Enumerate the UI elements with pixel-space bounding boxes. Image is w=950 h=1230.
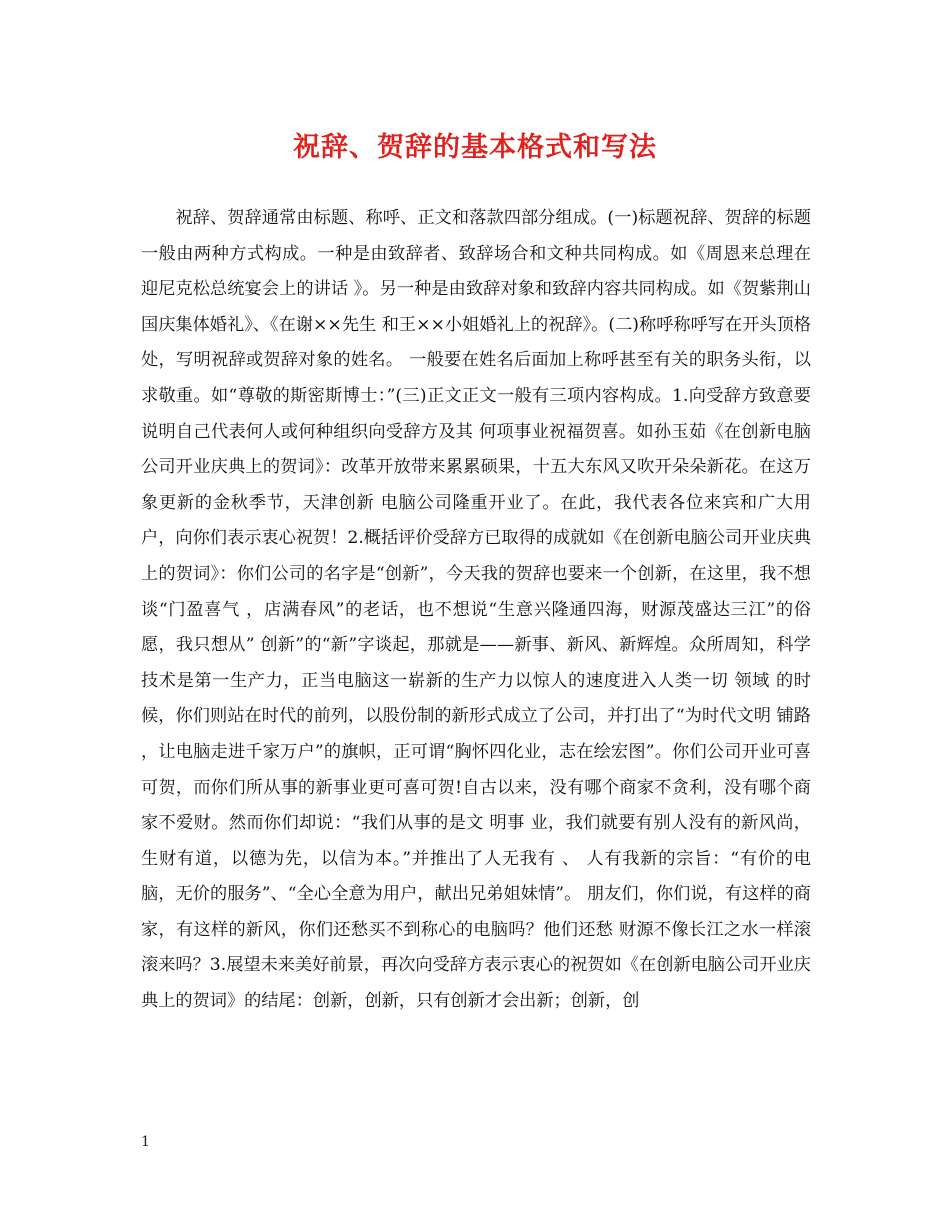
page-title: 祝辞、贺辞的基本格式和写法	[293, 132, 657, 163]
page-number: 1	[141, 1134, 150, 1150]
body-paragraph: 祝辞、贺辞通常由标题、称呼、正文和落款四部分组成。(一)标题祝辞、贺辞的标题一般由两种方式构成。一种是由致辞者、致辞场合和文种共同构成。如《周恩来总理在迎尼克松总统宴会上的讲话 》。另一种是由致辞对象和致辞内容共同构成。如《贺紫荆山国庆集体婚礼》、《在谢××先生 和王××小姐婚礼上的祝辞》。(二)称呼称呼写在开头顶格处，写明祝辞或贺辞对象的姓名。 一般要在姓名后面加上称呼甚至有关的职务头衔，以求敬重。如“尊敬的斯密斯博士：”(三)正文正文一般有三项内容构成。1.向受辞方致意要说明自己代表何人或何种组织向受辞方及其 何项事业祝福贺喜。如孙玉茹《在创新电脑公司开业庆典上的贺词》：改革开放带来累累硕果，十五大东风又吹开朵朵新花。在这万象更新的金秋季节，天津创新 电脑公司隆重开业了。在此，我代表各位来宾和广大用户，向你们表示衷心祝贺！2.概括评价受辞方已取得的成就如《在创新电脑公司开业庆典上的贺词》：你们公司的名字是“创新”，今天我的贺辞也要来一个创新，在这里，我不想谈“门盈喜气 ，店满春风”的老话，也不想说“生意兴隆通四海，财源茂盛达三江”的俗愿，我只想从” 创新”的“新”字谈起，那就是——新事、新风、新辉煌。众所周知，科学技术是第一生产力，正当电脑这一崭新的生产力以惊人的速度进入人类一切 领域 的时候，你们则站在时代的前列，以股份制的新形式成立了公司，并打出了“为时代文明 铺路 ，让电脑走进千家万户”的旗帜，正可谓“胸怀四化业，志在绘宏图”。你们公司开业可喜 可贺，而你们所从事的新事业更可喜可贺!自古以来，没有哪个商家不贪利，没有哪个商家不爱财。然而你们却说：“我们从事的是文 明事 业，我们就要有别人没有的新风尚，生财有道，以德为先，以信为本。”并推出了人无我有 、 人有我新的宗旨：“有价的电脑，无价的服务”、“全心全意为用户，献出兄弟姐妹情”。 朋友们，你们说，有这样的商家，有这样的新风，你们还愁买不到称心的电脑吗？他们还愁 财源不像长江之水一样滚滚来吗？3.展望未来美好前景，再次向受辞方表示衷心的祝贺如《在创新电脑公司开业庆典上的贺词》的结尾：创新，创新，只有创新才会出新；创新，创	[141, 208, 811, 1012]
